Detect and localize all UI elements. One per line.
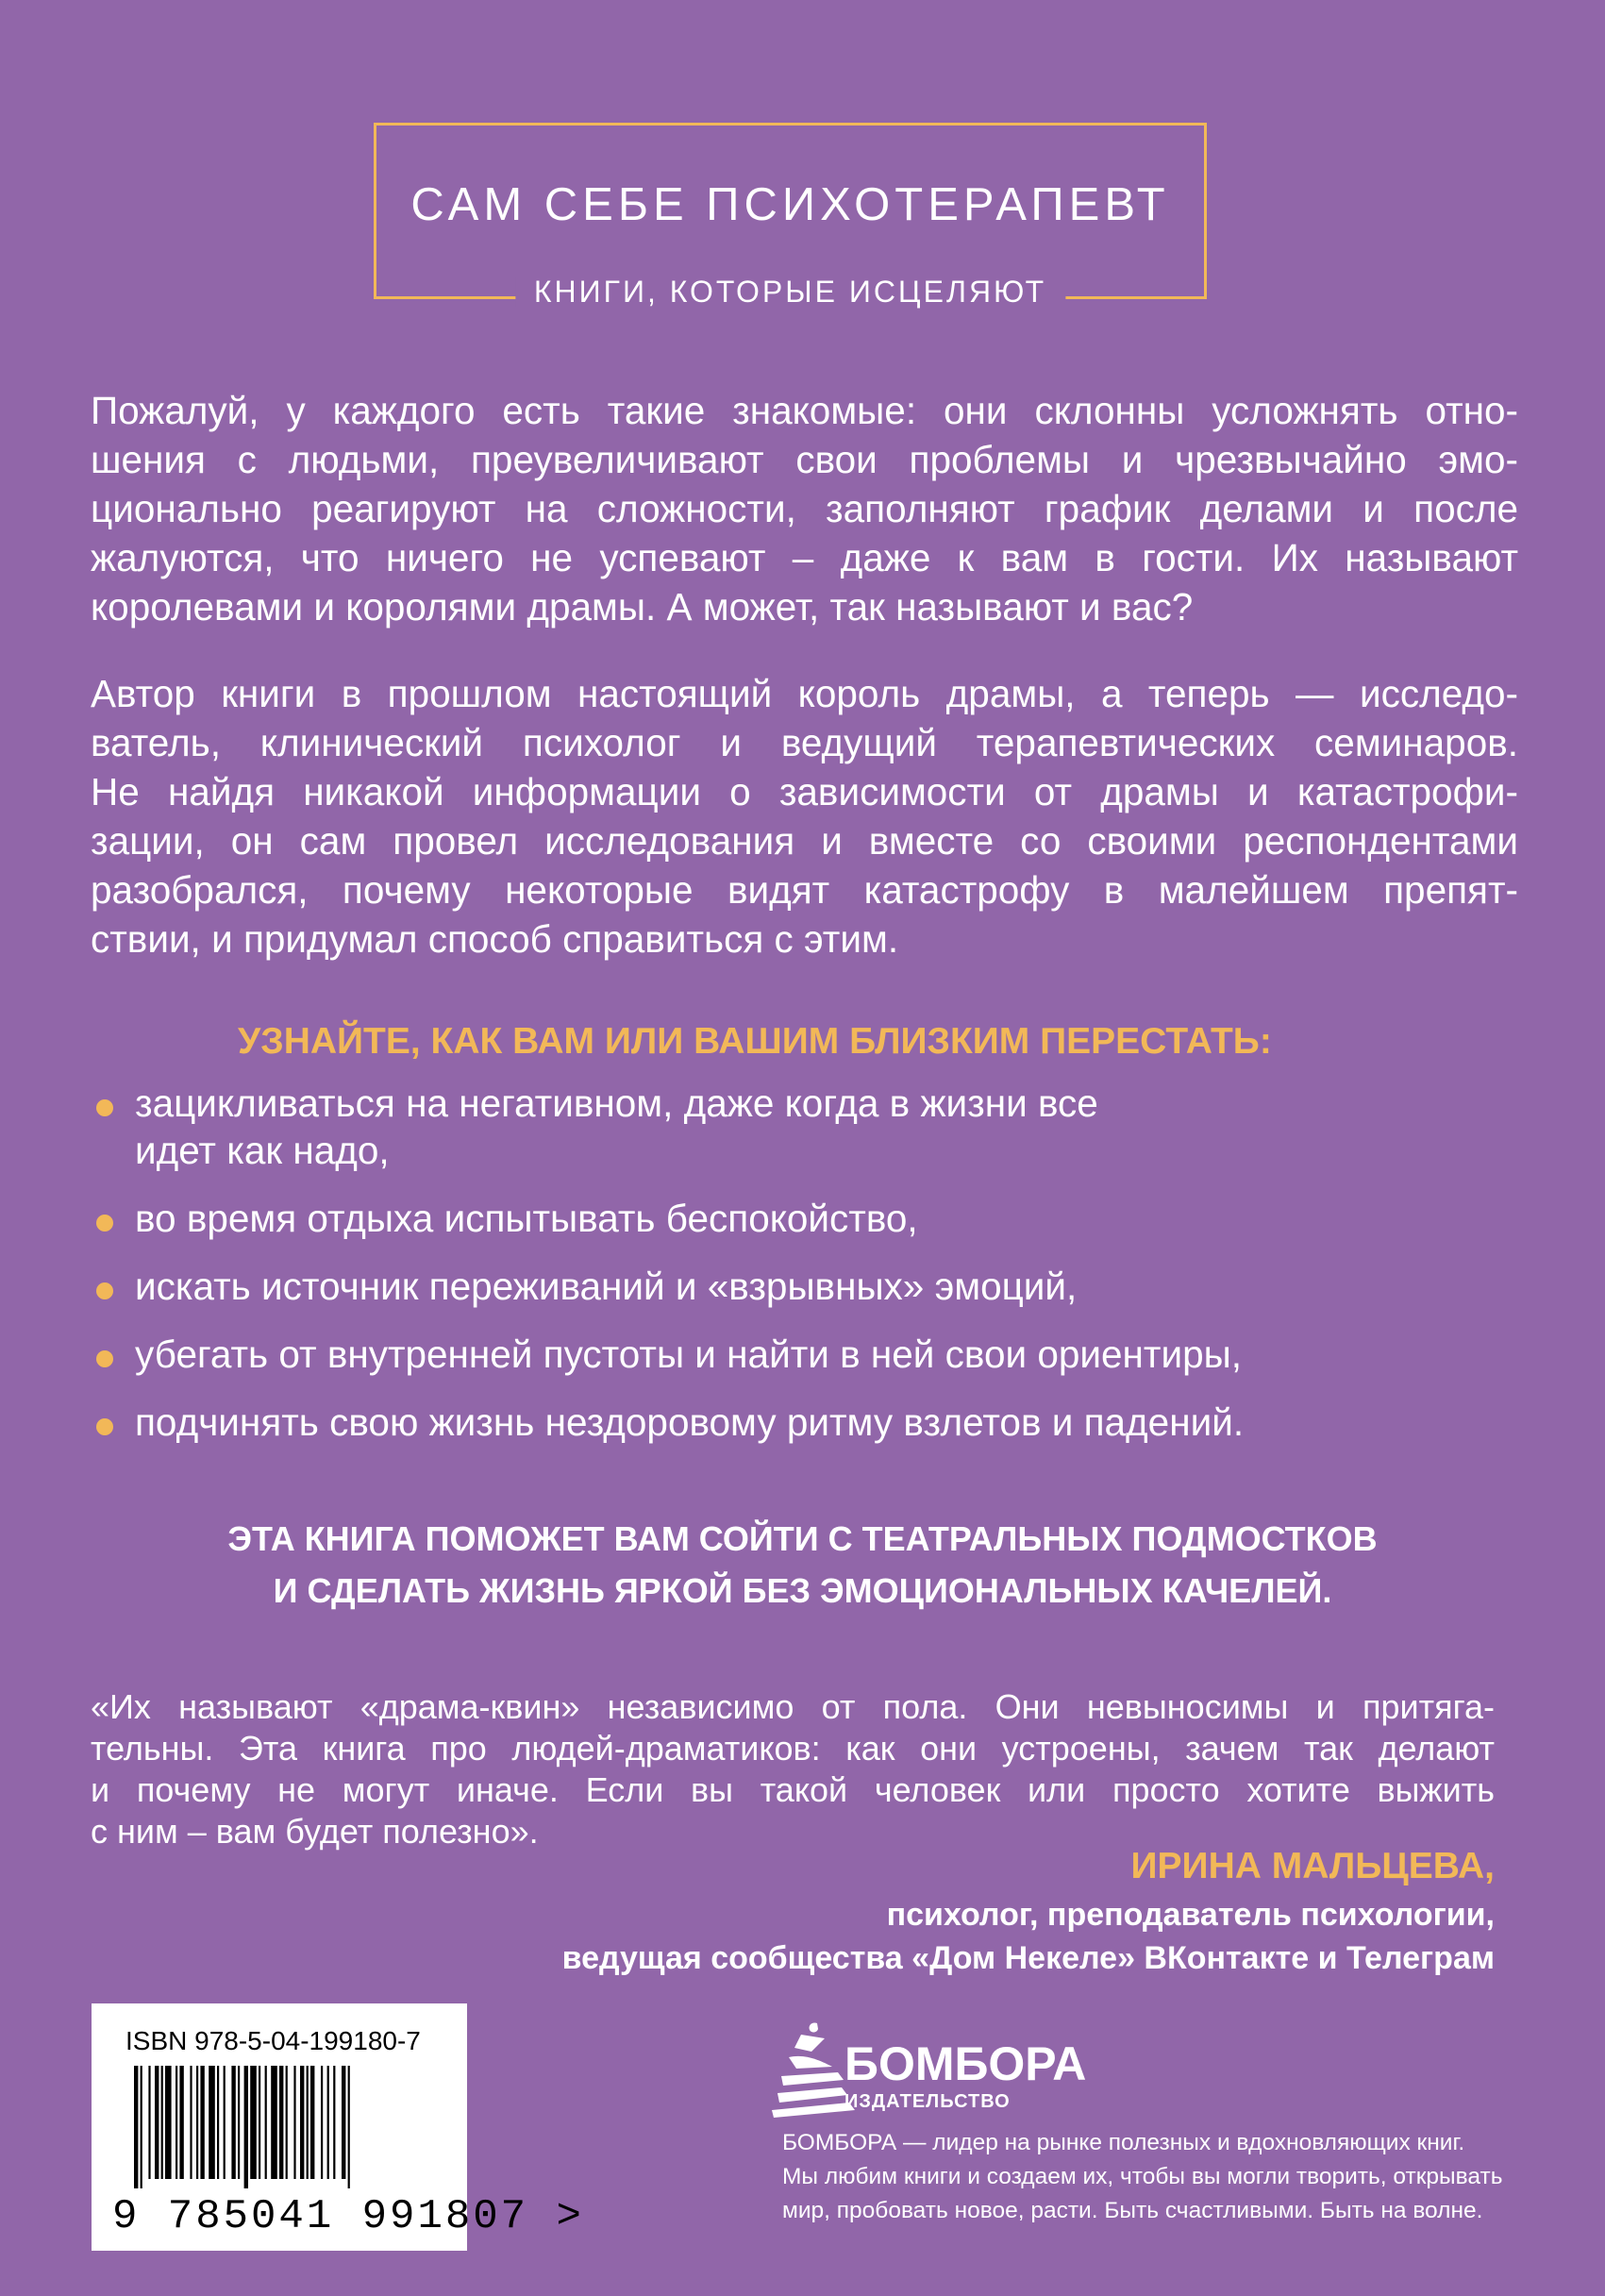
list-item bbox=[91, 1331, 1525, 1378]
series-title: САМ СЕБЕ ПСИХОТЕРАПЕВТ bbox=[410, 179, 1170, 230]
cta-line: ЭТА КНИГА ПОМОЖЕТ ВАМ СОЙТИ С ТЕАТРАЛЬНЫХ ПОДМОСТКОВ bbox=[227, 1519, 1378, 1558]
barcode-bar bbox=[250, 2066, 257, 2179]
quote-line: «Их называют «драма-квин» независимо от пола. Они невыносимы и притяга- bbox=[91, 1687, 1495, 1726]
quote-line: тельны. Эта книга про людей-драматиков: как они устроены, зачем так делают bbox=[91, 1729, 1495, 1768]
barcode-bar bbox=[244, 2066, 248, 2188]
barcode-bar bbox=[179, 2066, 183, 2179]
barcode-bar bbox=[134, 2066, 138, 2188]
quote-author: ИРИНА МАЛЬЦЕВА, bbox=[1130, 1846, 1495, 1886]
barcode-bar bbox=[307, 2066, 309, 2179]
about-line: ватель, клинический психолог и ведущий терапевтических семинаров. bbox=[91, 721, 1518, 764]
bullet-dot-icon bbox=[96, 1282, 113, 1299]
intro-line: королевами и королями драмы. А может, так называют и вас? bbox=[91, 585, 1194, 628]
series-frame bbox=[374, 123, 1207, 309]
intro-paragraph bbox=[91, 386, 1518, 631]
publisher-line: БОМБОРА — лидер на рынке полезных и вдохновляющих книг. bbox=[782, 2130, 1465, 2155]
list-item-text-cont: идет как надо, bbox=[135, 1129, 390, 1172]
barcode-image bbox=[134, 2066, 436, 2188]
intro-line: жалуются, что ничего не успевают – даже к вам в гости. Их называют bbox=[91, 536, 1518, 579]
barcode-bar bbox=[165, 2066, 172, 2179]
list-item bbox=[91, 1195, 1525, 1242]
barcode-bar bbox=[279, 2066, 283, 2179]
barcode-bar bbox=[209, 2066, 215, 2179]
about-line: разобрался, почему некоторые видят катастрофу в малейшем препят- bbox=[91, 868, 1518, 912]
list-item-text: убегать от внутренней пустоты и найти в ней свои ориентиры, bbox=[135, 1332, 1242, 1376]
publisher-tagline: ИЗДАТЕЛЬСТВО bbox=[844, 2091, 1011, 2112]
publisher-name: БОМБОРА bbox=[844, 2037, 1087, 2090]
barcode-bar bbox=[265, 2066, 267, 2179]
author-affiliation: ведущая сообщества «Дом Некеле» ВКонтакте и Телеграм bbox=[561, 1940, 1495, 1976]
barcode-bar bbox=[271, 2066, 277, 2179]
intro-line: шения с людьми, преувеличивают свои проблемы и чрезвычайно эмо- bbox=[91, 438, 1518, 481]
list-item-text: подчинять свою жизнь нездоровому ритму взлетов и падений. bbox=[135, 1400, 1245, 1444]
barcode-bar bbox=[148, 2066, 150, 2179]
about-line: ствии, и придумал способ справиться с этим. bbox=[91, 917, 899, 961]
about-paragraph bbox=[91, 669, 1518, 964]
barcode-bar bbox=[342, 2066, 345, 2179]
cta-line: И СДЕЛАТЬ ЖИЗНЬ ЯРКОЙ БЕЗ ЭМОЦИОНАЛЬНЫХ КАЧЕЛЕЙ. bbox=[273, 1571, 1332, 1610]
barcode-bar bbox=[231, 2066, 235, 2179]
list-item-text: во время отдыха испытывать беспокойство, bbox=[135, 1197, 918, 1240]
barcode-bar bbox=[224, 2066, 226, 2179]
list-item bbox=[91, 1399, 1525, 1446]
barcode-bar bbox=[161, 2066, 163, 2179]
isbn-barcode-panel bbox=[92, 2003, 584, 2251]
learn-heading: УЗНАЙТЕ, КАК ВАМ ИЛИ ВАШИМ БЛИЗКИМ ПЕРЕСТАТЬ: bbox=[238, 1021, 1272, 1062]
review-quote bbox=[91, 1686, 1495, 1852]
barcode-bar bbox=[155, 2066, 159, 2179]
publisher-line: мир, пробовать новое, расти. Быть счастливыми. Быть на волне. bbox=[782, 2198, 1483, 2223]
intro-line: Пожалуй, у каждого есть такие знакомые: они склонны усложнять отно- bbox=[91, 389, 1518, 432]
barcode-bar bbox=[348, 2066, 350, 2188]
barcode-bar bbox=[333, 2066, 335, 2179]
list-item bbox=[91, 1080, 1525, 1174]
author-role: психолог, преподаватель психологии, bbox=[886, 1897, 1495, 1933]
barcode-bar bbox=[310, 2066, 314, 2179]
learn-list bbox=[91, 1080, 1525, 1466]
barcode-bar bbox=[259, 2066, 260, 2179]
barcode-bar bbox=[200, 2066, 204, 2179]
bullet-dot-icon bbox=[96, 1099, 113, 1116]
barcode-bar bbox=[238, 2066, 240, 2179]
barcode-bar bbox=[141, 2066, 142, 2188]
barcode-bar bbox=[293, 2066, 295, 2179]
about-line: зации, он сам провел исследования и вместе со своими респондентами bbox=[91, 819, 1518, 863]
bullet-dot-icon bbox=[96, 1418, 113, 1435]
barcode-bar bbox=[327, 2066, 329, 2179]
barcode-digits: 9 785041 991807 > bbox=[112, 2193, 584, 2240]
barcode-bar bbox=[196, 2066, 198, 2179]
barcode-bar bbox=[300, 2066, 304, 2179]
about-line: Автор книги в прошлом настоящий король драмы, а теперь — исследо- bbox=[91, 672, 1518, 715]
bullet-dot-icon bbox=[96, 1350, 113, 1367]
series-subtitle: КНИГИ, КОТОРЫЕ ИСЦЕЛЯЮТ bbox=[515, 277, 1065, 307]
publisher-line: Мы любим книги и создаем их, чтобы вы могли творить, открывать bbox=[782, 2164, 1503, 2189]
barcode-bar bbox=[190, 2066, 192, 2179]
intro-line: ционально реагируют на сложности, заполняют график делами и после bbox=[91, 487, 1518, 530]
list-item-text: зацикливаться на негативном, даже когда в жизни все bbox=[135, 1081, 1098, 1125]
quote-line: с ним – вам будет полезно». bbox=[91, 1812, 539, 1851]
barcode-bar bbox=[176, 2066, 177, 2179]
barcode-bar bbox=[286, 2066, 288, 2179]
barcode-bar bbox=[217, 2066, 219, 2179]
publisher-description bbox=[782, 2126, 1503, 2228]
barcode-bar bbox=[321, 2066, 323, 2179]
call-to-action bbox=[0, 1513, 1605, 1617]
list-item-text: искать источник переживаний и «взрывных» эмоций, bbox=[135, 1265, 1078, 1308]
about-line: Не найдя никакой информации о зависимости от драмы и катастрофи- bbox=[91, 770, 1518, 813]
isbn-number: ISBN 978-5-04-199180-7 bbox=[125, 2026, 421, 2055]
list-item bbox=[91, 1263, 1525, 1310]
quote-line: и почему не могут иначе. Если вы такой человек или просто хотите выжить bbox=[91, 1770, 1495, 1809]
bullet-dot-icon bbox=[96, 1215, 113, 1232]
